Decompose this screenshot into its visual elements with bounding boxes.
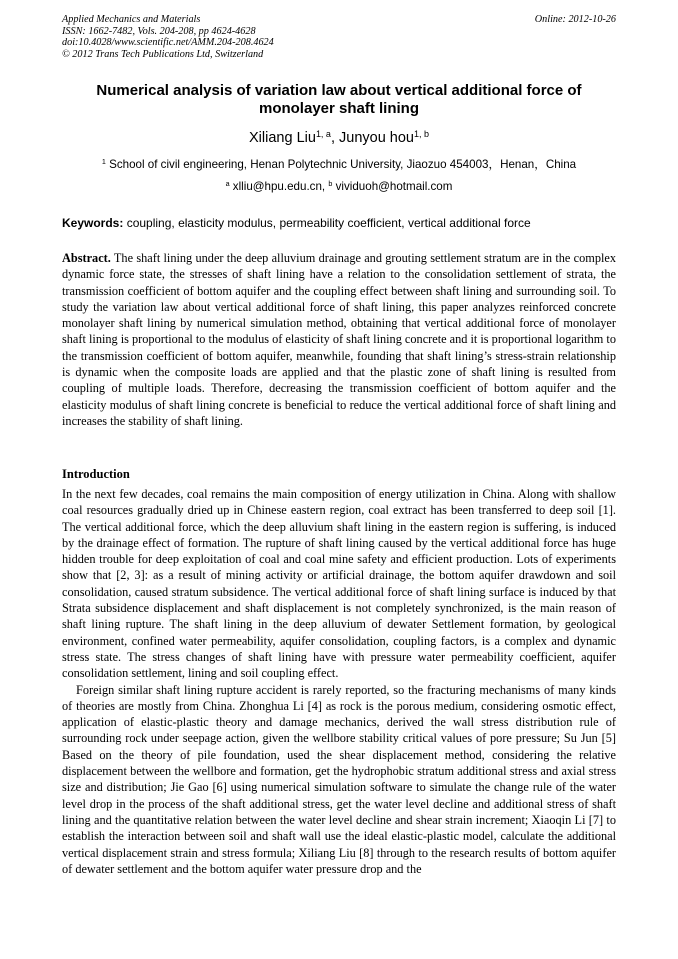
issn-line: ISSN: 1662-7482, Vols. 204-208, pp 4624-4628: [62, 25, 256, 37]
author-superscript: 1, a: [315, 129, 331, 140]
affiliation-superscript: 1: [101, 157, 106, 167]
section-heading: Introduction: [62, 467, 130, 481]
author-name: Xiliang Liu: [249, 130, 316, 146]
email-superscript: b: [328, 179, 333, 189]
affiliation: [62, 158, 616, 172]
keywords-text: coupling, elasticity modulus, permeability coefficient, vertical additional force: [126, 216, 531, 230]
abstract: [62, 250, 616, 429]
author-separator: ,: [330, 130, 339, 146]
email-link[interactable]: vividuoh@hotmail.com: [335, 180, 453, 193]
affiliation-text: School of civil engineering, Henan Polytechnic University, Jiaozuo 454003，Henan，China: [109, 158, 577, 171]
paragraph: Foreign similar shaft lining rupture accident is rarely reported, so the fracturing mechanisms of many kinds of theories are mostly from China. Zhonghua Li [4] as rock is the porous medium, considering osmotic effect, application of elastic-plastic theory and damage mechanics, derived the wall stress distribution rule of surrounding rock under seepage action, given the wellbore stability critical values of pore pressure; Su Jun [5] Based on the theory of pile foundation, used the shear displacement method, considering the relative displacement between the wellbore and formation, get the hydrophobic stratum additional stress and axial stress size and distribution; Jie Gao [6] using numerical simulation software to simulate the change rule of the water level drop in the process of the shaft additional stress, get the water level decline and additional stress of shaft lining and the quantitative relation between the water level decline and shear strain increment; Xiaoqin Li [7] to establish the interaction between soil and shaft wall use the ideal elastic-plastic model, calculate the additional vertical displacement strain and stress formula; Xiliang Liu [8] through to the research results of bottom aquifer of dewater settlement and the bottom aquifer water pressure drop and the: [62, 682, 616, 876]
paper-title: Numerical analysis of variation law about vertical additional force of monolayer shaft lining: [96, 82, 582, 117]
copyright-line: © 2012 Trans Tech Publications Ltd, Switzerland: [62, 48, 264, 60]
journal-header: [62, 14, 616, 60]
keywords-label: Keywords:: [62, 216, 124, 230]
abstract-label: Abstract.: [62, 251, 111, 265]
abstract-text: The shaft lining under the deep alluvium drainage and grouting settlement stratum are in the complex dynamic force state, the stresses of shaft lining have a relation to the consolidation settlement of strata, the transmission coefficient of bottom aquifer and the coupling effect between shaft lining and surrounding soil. To study the variation law about vertical additional force of shaft lining, this paper analyzes reinforced concrete monolayer shaft lining by numerical simulation method, obtaining that vertical additional force of monolayer shaft lining is proportional to the modulus of elasticity of shaft lining concrete and it is proportional logarithm to the transmission coefficient of bottom aquifer, meanwhile, founding that shaft lining’s stress-strain relationship is dynamic when the composite loads are applied and that the plastic zone of shaft lining is resulted from coupling of multiple loads. Therefore, decreasing the transmission coefficient of bottom aquifer and the elasticity modulus of shaft lining concrete is beneficial to reduce the vertical additional force of shaft lining and increases the stability of shaft lining.: [62, 251, 617, 428]
author-superscript: 1, b: [413, 129, 429, 140]
paragraph: In the next few decades, coal remains the main composition of energy utilization in China. Along with shallow coal resources gradually dried up in Chinese eastern region, coal extract has been transferred to deep soil [1]. The vertical additional force, which the deep alluvium shaft lining in the eastern region is suffering, is induced by the drainage effect of formation. The rupture of shaft lining caused by the vertical additional force has huge hidden trouble for deep exploitation of coal and coal mine safety and efficient production. Lots of experiments show that [2, 3]: as a result of mining activity or artificial drainage, the bottom aquifer drawdown and soil consolidation, caused stratum subsidence. The vertical additional force of shaft lining surface is induced by that Strata subsidence displacement and shaft displacement is not completely synchronized, is the main reason of shaft lining rupture. The shaft lining in the deep alluvium of dewater Settlement formation, by geological environment, confined water permeability, aquifer consolidation, coupling factors, is a complex and dynamic stress state. The stress changes of shaft lining have with pressure water permeability coefficient, aquifer consolidation settlement, lining and soil coupling effect.: [62, 487, 616, 681]
email-link[interactable]: xlliu@hpu.edu.cn,: [232, 180, 326, 193]
author-name: Junyou hou: [339, 130, 414, 146]
author-emails: [62, 180, 616, 194]
introduction-body: [62, 486, 616, 877]
online-date: Online: 2012-10-26: [534, 14, 616, 25]
journal-name: Applied Mechanics and Materials: [62, 14, 201, 25]
email-superscript: a: [225, 179, 230, 189]
author-line: [62, 129, 616, 147]
doi-line: doi:10.4028/www.scientific.net/AMM.204-208.4624: [62, 37, 274, 49]
keywords: [62, 216, 616, 230]
